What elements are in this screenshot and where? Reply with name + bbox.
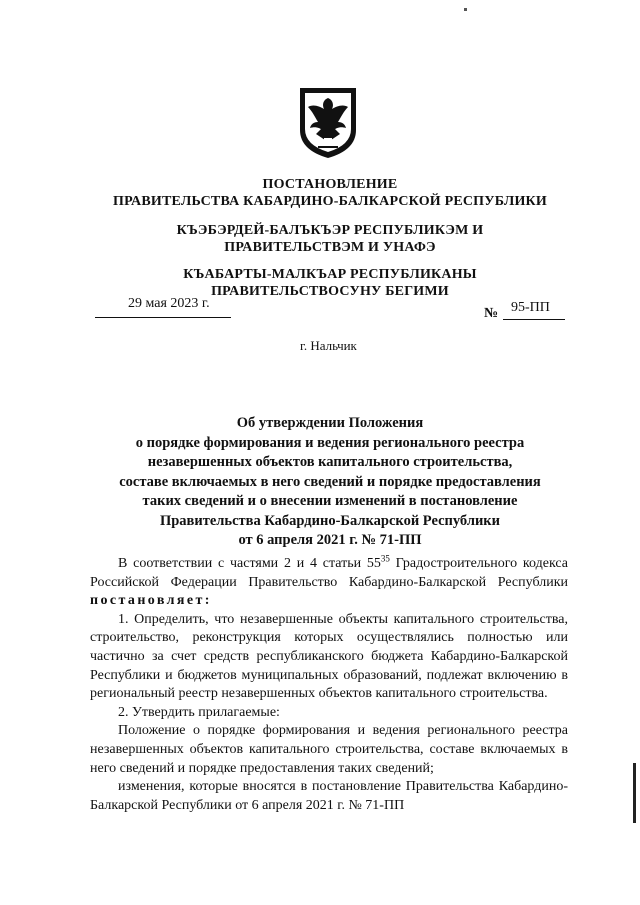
title-line: о порядке формирования и ведения регионального реестра	[135, 434, 525, 451]
paragraph-regulation: Положение о порядке формирования и ведения регионального реестра незавершенных объектов капитального строительства, составе включаемых в него сведений и порядке предоставления таких сведений;	[90, 723, 568, 776]
document-title	[80, 414, 580, 551]
title-line: Правительства Кабардино-Балкарской Республики	[159, 512, 501, 529]
title-line: таких сведений и о внесении изменений в постановление	[142, 493, 518, 509]
title-line: Об утверждении Положения	[236, 415, 424, 431]
resolution-keyword: постановляет:	[90, 593, 212, 609]
title-line: от 6 апреля 2021 г. № 71-ПП	[238, 532, 422, 548]
article-superscript: 35	[380, 553, 390, 564]
issuing-authority-kbd: КЪЭБЭРДЕЙ-БАЛЪКЪЭР РЕСПУБЛИКЭМ И ПРАВИТЕЛЬСТВЭМ И УНАФЭ	[176, 223, 484, 255]
paragraph-amendments: изменения, которые вносятся в постановление Правительства Кабардино-Балкарской Республики от 6 апреля 2021 г. № 71-ПП	[90, 779, 568, 813]
paragraph-preamble: В соответствии с частями 2 и 4 статьи $55^{35}$ Градостроительного кодекса Российской Федерации Правительство Кабардино-Балкарской Республики постановляет:	[90, 553, 568, 609]
document-date: 29 мая 2023 г.	[128, 296, 210, 311]
number-underline	[503, 319, 565, 320]
document-body	[90, 555, 568, 815]
date-underline	[95, 317, 231, 318]
paragraph-item-2: 2. Утвердить прилагаемые:	[118, 704, 280, 720]
document-type: ПОСТАНОВЛЕНИЕ	[262, 177, 398, 192]
coat-of-arms-emblem-icon	[296, 84, 360, 160]
title-line: составе включаемых в него сведений и порядке предоставления	[119, 473, 541, 490]
city: г. Нальчик	[300, 338, 357, 353]
issuing-authority-krc: КЪАБАРТЫ-МАЛКЪАР РЕСПУБЛИКАНЫ ПРАВИТЕЛЬСТВОСУНУ БЕГИМИ	[183, 267, 477, 299]
scan-edge-mark	[633, 763, 636, 823]
paragraph-item-1: 1. Определить, что незавершенные объекты капитального строительства, строительство, реконструкция которых осуществлялись полностью или частично за счет средств республиканского бюджета Кабардино-Балкарской Республики и бюджетов муниципальных образований, подлежат включению в региональный реестр незавершенных объектов капитального строительства.	[90, 611, 568, 702]
number-label: №	[484, 306, 499, 321]
document-number: 95-ПП	[511, 300, 550, 315]
title-line: незавершенных объектов капитального строительства,	[147, 454, 513, 470]
scan-speck	[464, 8, 467, 11]
issuing-authority-ru: ПРАВИТЕЛЬСТВА КАБАРДИНО-БАЛКАРСКОЙ РЕСПУБЛИКИ	[112, 194, 548, 209]
